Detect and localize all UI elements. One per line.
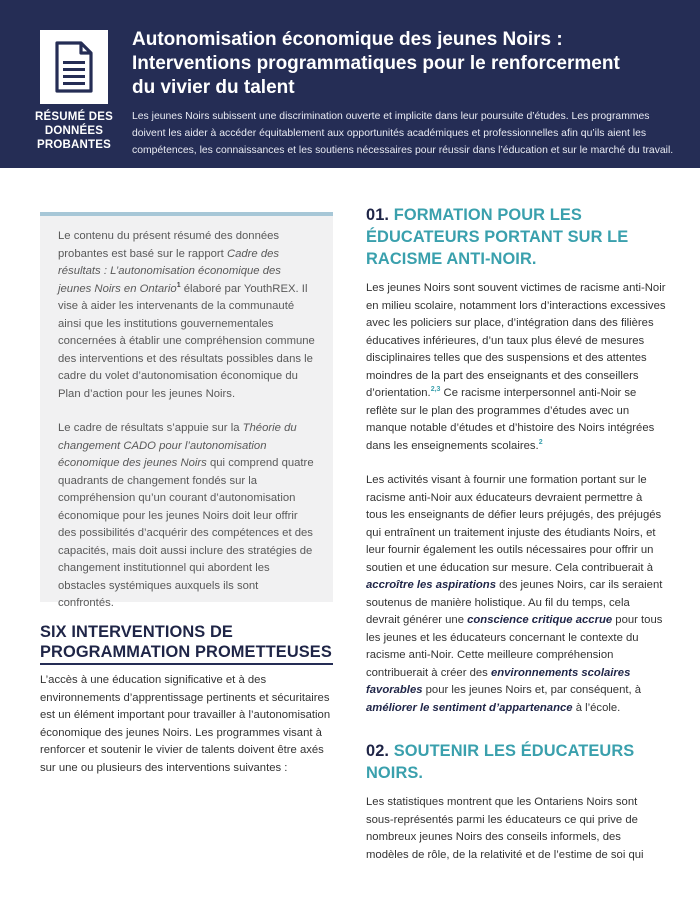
- section-number: 01.: [366, 206, 390, 224]
- interventions-intro: L’accès à une éducation significative et à des environnements d’apprentissage pertinents et sécuritaires est un élément important pour travailler à l’autonomisation économique des jeunes Noirs. Les programmes visant à renforcer et soutenir le vivier de talents doivent être axés sur une ou plusieurs des interventions suivantes :: [40, 674, 331, 774]
- heading-line: [366, 204, 666, 226]
- text-run: Les jeunes Noirs sont souvent victimes de racisme anti-Noir en milieu scolaire, notamment lors d’interactions excessives avec les policiers sur place, d’intégration dans des filières éducatives inférieures, d’un taux plus élevé de mesures disciplinaires telles que des suspensions et des attentes moindres de la part des enseignants et des conseillers d’orientation.: [366, 282, 666, 399]
- key-outcome: conscience critique accrue: [467, 614, 613, 626]
- header-banner: [0, 0, 700, 168]
- text-run: à l’école.: [572, 701, 621, 714]
- theory-title: Théorie du changement CADO pour l’autonomisation économique des jeunes Noirs: [58, 422, 297, 469]
- footnote-ref: 2: [538, 438, 543, 446]
- title-line: Autonomisation économique des jeunes Noirs :: [132, 29, 563, 50]
- text-run: Ce racisme interpersonnel anti-Noir se reflète sur le plan des programmes d’études avec un manque notable d’études et d’histoire des Noirs intégrées dans les enseignements scolaires.: [366, 387, 655, 452]
- document-icon: [54, 41, 94, 93]
- framework-paragraph: [58, 420, 317, 613]
- section-02: [366, 740, 666, 881]
- paragraph: [366, 472, 666, 717]
- evidence-summary-badge: [30, 110, 118, 152]
- heading-underline: [40, 663, 333, 665]
- footnote-ref: 2,3: [430, 386, 441, 394]
- section-title: SOUTENIR LES ÉDUCATEURS: [393, 742, 635, 760]
- section-01: [366, 204, 666, 734]
- header-intro: Les jeunes Noirs subissent une discrimination ouverte et implicite dans leur poursuite d’études. Les programmes doivent les aider à accéder équitablement aux opportunités académiques et professionnelles afin qu’ils aient les compétences, les connaissances et les soutiens nécessaires pour réussir dans l’éducation et sur le marché du travail.: [132, 111, 674, 156]
- heading-line: [366, 740, 666, 762]
- text-run: Les activités visant à fournir une formation portant sur le racisme anti-Noir aux éducateurs devraient permettre à tous les enseignants de défier leurs préjugés, des préjugés qui entraînent un traitement injuste des étudiants Noirs, et leur fournir également les outils nécessaires pour offrir un soutien et une éducation sur mesure. Cela contribuerait à: [366, 474, 662, 574]
- page-title: [132, 28, 677, 100]
- heading-line: ÉDUCATEURS PORTANT SUR LE: [366, 228, 629, 246]
- text-run: Le cadre de résultats s’appuie sur la: [58, 422, 243, 434]
- title-line: du vivier du talent: [132, 77, 295, 98]
- heading-line: SIX INTERVENTIONS DE: [40, 623, 233, 641]
- heading-line: RACISME ANTI-NOIR.: [366, 250, 537, 268]
- text-run: élaboré par YouthREX. Il vise à aider les intervenants de la communauté ainsi que les institutions gouvernementales concernées à établir une compréhension commune des interventions et des résultats possibles dans le cadre du volet d’autonomisation économique du Plan d’action pour les jeunes Noirs.: [58, 282, 315, 400]
- text-run: pour tous les jeunes et les éducateurs concernant le contexte du racisme anti-Noir. Cette meilleure compréhension contribuerait à créer des: [366, 614, 663, 679]
- report-title: Cadre des résultats : L’autonomisation économique des jeunes Noirs en Ontario: [58, 247, 281, 295]
- paragraph: [366, 280, 666, 455]
- badge-line: PROBANTES: [36, 139, 111, 151]
- section-title: FORMATION POUR LES: [393, 206, 582, 224]
- title-line: Interventions programmatiques pour le renforcerment: [132, 53, 620, 74]
- footnote-ref: 1: [176, 281, 181, 289]
- badge-line: RÉSUMÉ DES: [34, 111, 114, 123]
- text-run: pour les jeunes Noirs et, par conséquent, à: [422, 684, 642, 696]
- section-02-body: [366, 794, 666, 864]
- key-outcome: améliorer le sentiment d’appartenance: [366, 701, 573, 714]
- section-01-body: [366, 280, 666, 717]
- section-02-heading: [366, 740, 666, 784]
- key-outcome: environnements scolaires favorables: [366, 666, 631, 696]
- badge-line: DONNÉES: [44, 125, 104, 137]
- text-run: Le contenu du présent résumé des données probantes est basé sur le rapport: [58, 230, 280, 260]
- paragraph: Les statistiques montrent que les Ontariens Noirs sont sous-représentés parmi les éducateurs ce qui prive de nombreux jeunes Noirs des conseils informels, des modèles de rôle, de la relativité et de l’estime de soi qui: [366, 796, 644, 861]
- text-run: des jeunes Noirs, car ils seraient soutenus de manière holistique. Au fil du temps, cela devrait générer une: [366, 579, 663, 626]
- document-icon-box: [40, 30, 108, 104]
- heading-line: NOIRS.: [366, 764, 424, 782]
- heading-line: PROGRAMMATION PROMETTEUSES: [40, 643, 332, 661]
- text-run: qui comprend quatre quadrants de changement fondés sur la compréhension qu’un courant d’autonomisation économique pour les jeunes Noirs doit leur offrir des possibilités d’acquérir des compétences et des capacités, mais doit aussi inclure des stratégies de changement institutionnel qui abordent les obstacles systémiques auxquels ils sont confrontés.: [58, 457, 314, 609]
- source-info-box: [40, 212, 333, 609]
- section-01-heading: [366, 204, 666, 270]
- interventions-heading: [40, 622, 340, 662]
- source-paragraph: [58, 228, 317, 403]
- section-number: 02.: [366, 742, 390, 760]
- key-outcome: accroître les aspirations: [366, 579, 496, 591]
